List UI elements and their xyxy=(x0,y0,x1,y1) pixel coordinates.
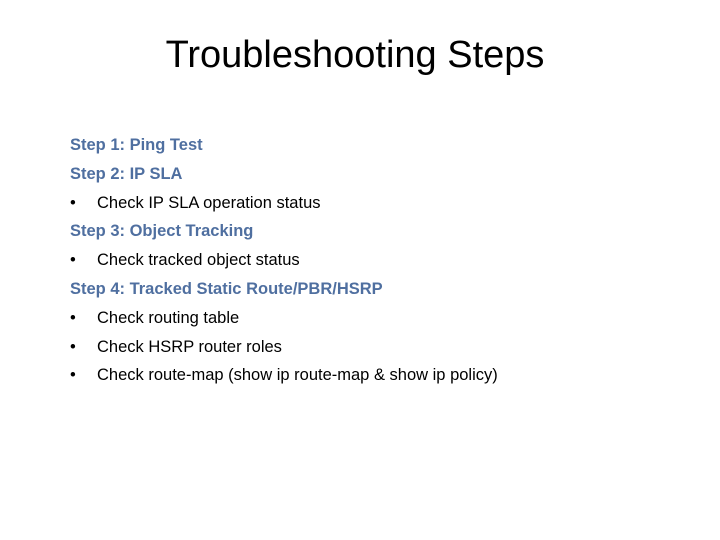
bullet-item xyxy=(70,304,690,333)
bullet-text: Check tracked object status xyxy=(97,251,300,270)
bullet-icon: • xyxy=(70,366,76,385)
step-2: Step 2: IP SLA xyxy=(70,164,183,183)
bullet-item xyxy=(70,189,690,218)
bullet-item xyxy=(70,361,690,390)
slide-content xyxy=(70,131,690,390)
bullet-icon: • xyxy=(70,337,76,356)
bullet-icon: • xyxy=(70,251,76,270)
bullet-text: Check route-map (show ip route-map & show ip policy) xyxy=(97,366,498,385)
step-1: Step 1: Ping Test xyxy=(70,136,203,154)
step-3: Step 3: Object Tracking xyxy=(70,222,254,241)
slide-title: Troubleshooting Steps xyxy=(165,34,545,76)
bullet-text: Check HSRP router roles xyxy=(97,337,282,356)
bullet-icon: • xyxy=(70,308,76,327)
bullet-item xyxy=(70,333,690,362)
bullet-text: Check routing table xyxy=(97,308,240,327)
bullet-icon: • xyxy=(70,193,76,212)
bullet-item xyxy=(70,246,690,275)
step-4: Step 4: Tracked Static Route/PBR/HSRP xyxy=(70,279,383,298)
bullet-text: Check IP SLA operation status xyxy=(97,193,321,212)
